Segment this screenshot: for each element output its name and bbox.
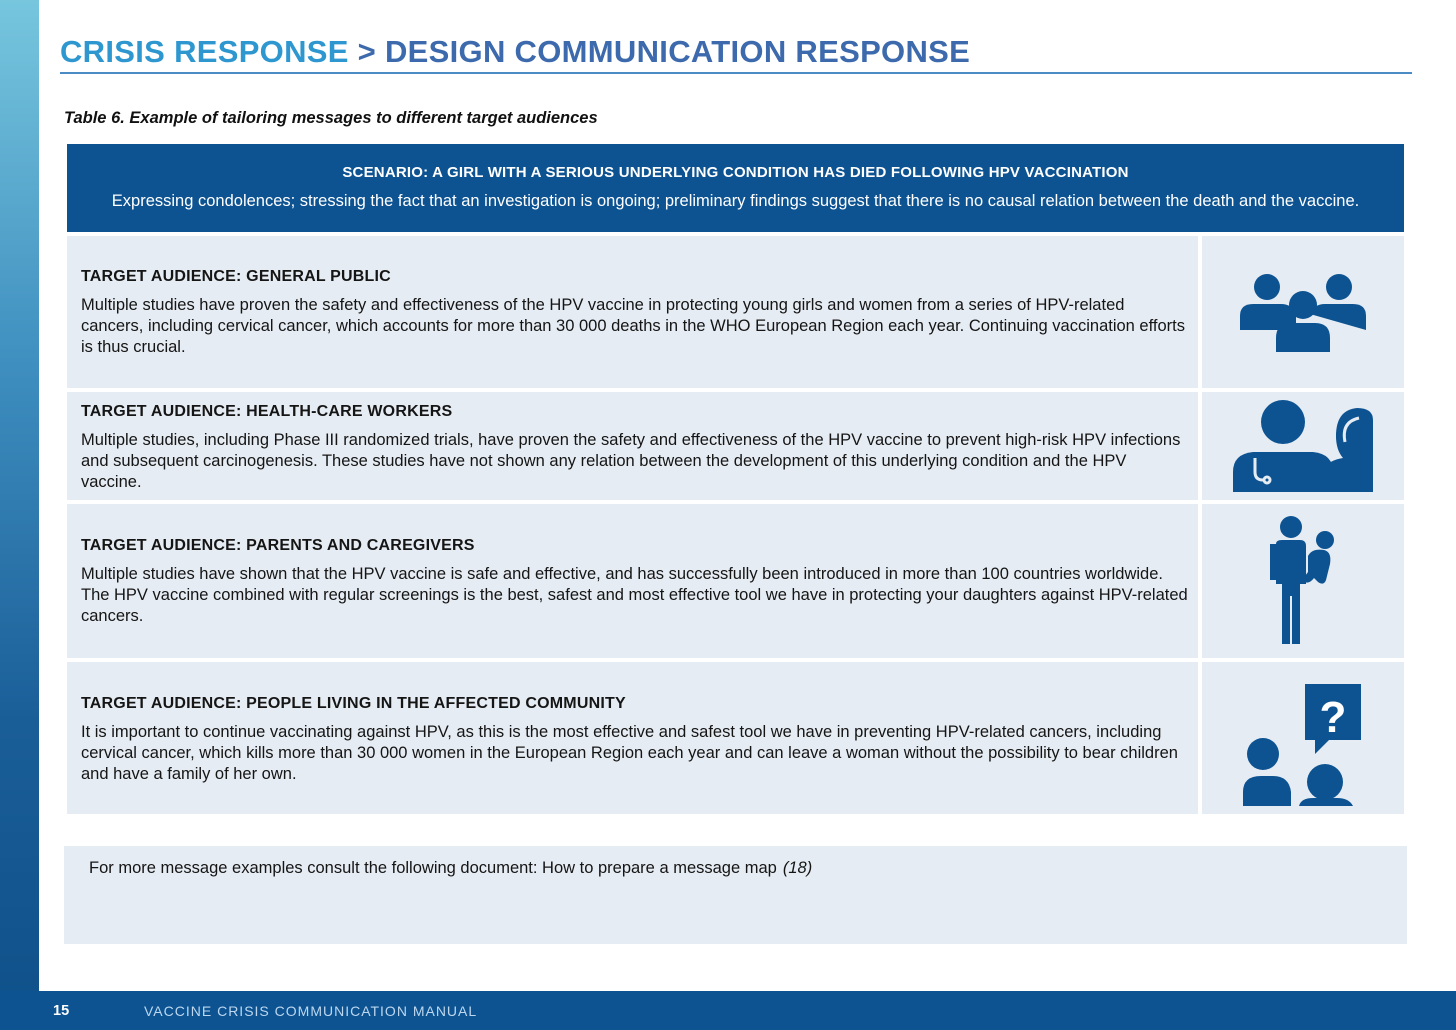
breadcrumb-section: CRISIS RESPONSE xyxy=(60,34,349,69)
header-divider xyxy=(60,72,1412,74)
page-number: 15 xyxy=(53,1003,70,1019)
audience-row-general-public xyxy=(67,236,1198,388)
audience-icon-cell xyxy=(1202,392,1404,500)
audience-row-health-care-workers xyxy=(67,392,1198,500)
note-reference: (18) xyxy=(782,859,813,877)
group-icon xyxy=(1238,272,1368,352)
health-workers-icon xyxy=(1233,400,1373,492)
table-caption: Table 6. Example of tailoring messages to different target audiences xyxy=(64,109,598,127)
parent-child-icon xyxy=(1268,516,1338,646)
audience-row-affected-community xyxy=(67,662,1198,814)
audience-message: Multiple studies, including Phase III randomized trials, have proven the safety and effectiveness of the HPV vaccine to prevent high-risk HPV infections and subsequent carcinogenesis. These studies have not shown any relation between the development of this underlying condition and the HPV vaccine. xyxy=(81,431,1181,491)
svg-text:?: ? xyxy=(1319,693,1347,742)
audience-message: Multiple studies have shown that the HPV vaccine is safe and effective, and has successfully been introduced in more than 100 countries worldwide. The HPV vaccine combined with regular screenings is the best, safest and most effective tool we have in protecting your daughters against HPV-related cancers. xyxy=(81,565,1188,625)
footer-title: VACCINE CRISIS COMMUNICATION MANUAL xyxy=(144,1003,478,1019)
scenario-title: SCENARIO: A GIRL WITH A SERIOUS UNDERLYING CONDITION HAS DIED FOLLOWING HPV VACCINATION xyxy=(342,164,1129,181)
audience-row-parents-caregivers xyxy=(67,504,1198,658)
breadcrumb-subsection: > DESIGN COMMUNICATION RESPONSE xyxy=(357,34,971,69)
audience-icon-cell xyxy=(1202,662,1404,814)
page-title xyxy=(60,34,970,70)
audience-heading: TARGET AUDIENCE: PARENTS AND CAREGIVERS xyxy=(81,537,475,554)
audience-heading: TARGET AUDIENCE: HEALTH-CARE WORKERS xyxy=(81,403,453,420)
side-decorative-bar xyxy=(0,0,39,1030)
audience-icon-cell xyxy=(1202,236,1404,388)
audience-icon-cell xyxy=(1202,504,1404,658)
note-box xyxy=(64,846,1407,944)
note-message: For more message examples consult the following document: How to prepare a message map xyxy=(89,859,777,877)
scenario-banner xyxy=(67,144,1404,232)
community-question-icon xyxy=(1243,682,1363,806)
note-text xyxy=(89,859,812,878)
audience-message: Multiple studies have proven the safety and effectiveness of the HPV vaccine in protecting young girls and women from a series of HPV-related cancers, including cervical cancer, which accounts for more than 30 000 deaths in the WHO European Region each year. Continuing vaccination efforts is thus crucial. xyxy=(81,296,1185,356)
audience-heading: TARGET AUDIENCE: PEOPLE LIVING IN THE AFFECTED COMMUNITY xyxy=(81,695,626,712)
audience-message: It is important to continue vaccinating against HPV, as this is the most effective and safest tool we have in preventing HPV-related cancers, including cervical cancer, which kills more than 30 000 women in the European Region each year and can leave a woman without the possibility to bear children and have a family of her own. xyxy=(81,723,1178,783)
audience-heading: TARGET AUDIENCE: GENERAL PUBLIC xyxy=(81,268,391,285)
scenario-text: Expressing condolences; stressing the fact that an investigation is ongoing; preliminary findings suggest that there is no causal relation between the death and the vaccine. xyxy=(111,192,1360,210)
footer-bar xyxy=(0,991,1456,1030)
